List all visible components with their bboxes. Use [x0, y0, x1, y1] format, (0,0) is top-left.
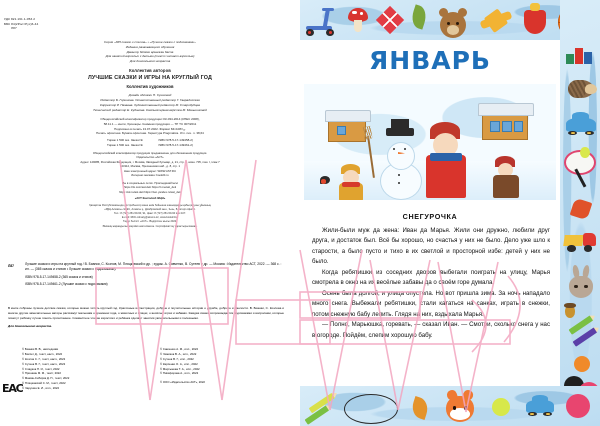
hut-window	[502, 121, 512, 132]
rope-icon	[344, 394, 398, 424]
cip-shelf-code: Л87	[8, 264, 14, 268]
print-run-text: Тираж 1 500 экз. Заказ №	[107, 138, 143, 143]
annotation-block	[8, 306, 284, 329]
tech-line: 58.11.1 — книги, брошюры. Книжная продукция — ТР ТС 007/2011	[103, 121, 197, 126]
tech-line: Общероссийский классификатор продукции ОК-034-2014 (КПЕС 2008),	[100, 116, 200, 121]
copyright-column-left	[22, 347, 146, 391]
copyright-item: © Никифорова А., илл., 2022	[160, 371, 199, 376]
publisher-address: Адрес: 129085, Российская Федерация, г. Москва, Звёздный бульвар, д. 21, стр. 1, комн. 705, пом. I, этаж 7	[80, 159, 220, 164]
kazakh-line: Дамыту білімге арналған баспа	[126, 49, 174, 54]
toy-border-right	[560, 0, 600, 426]
kaz-line: Өнімнің жарамдылық мерзімі шектелмеген. Сертификаттау қарастырылмаған.	[102, 224, 198, 228]
shelf-code: Л87	[11, 26, 17, 31]
tennis-racket-icon	[564, 150, 592, 184]
tech-line: Подписано в печать 13.07.2022. Формат 84×108¹/₁₆.	[114, 126, 186, 131]
child-girl-red	[422, 122, 470, 198]
udk-line: УДК 821.161.1-053.2	[4, 17, 36, 21]
ball-icon	[574, 356, 590, 372]
credit-line: Дизайн обложки Н. Сушковой	[128, 92, 172, 97]
toy-car-icon	[526, 400, 554, 413]
spinning-top-icon	[524, 10, 546, 34]
hut-roof	[478, 103, 535, 116]
brand-line: «АСТ Книголюб ЖЦН»	[134, 196, 166, 201]
eac-conformity-mark: ЕАС	[2, 382, 23, 395]
copyright-publisher-note: © ООО «Издательство АСТ», 2022	[160, 380, 205, 385]
copyright-item: © Чарушин Е. И., илл., 2022	[22, 386, 60, 391]
hut-window	[337, 126, 346, 135]
copyright-columns	[22, 347, 284, 391]
copyright-item: © Сладков Н. И., текст, 2022	[22, 366, 60, 371]
copyright-item: © Мартынова Т. А., илл., 2022	[160, 366, 200, 371]
hut-window	[514, 121, 523, 132]
print-run-row	[14, 143, 286, 148]
cip-isbn-1: ISBN 978-5-17-149458-2 (365 сказок и стихов)	[25, 274, 93, 279]
story-paragraph: Осень была долгой, и улица опустела. Но вот пришла зима. За ночь нападало много снега. Выбежали ребятишки, стали кататься на санках, играть в снежки, потом снежную бабу лепить. Глядя на них, вздыхала Марья.	[312, 289, 550, 318]
kaz-line: Тел.: 8 (727) 251-59-90, 91, факс: 8 (727) 251-59-90 ішкі 107.	[113, 212, 187, 216]
building-blocks-icon	[566, 48, 596, 64]
bullfinch-bird	[320, 176, 330, 184]
kazakh-distributor-block	[14, 204, 286, 229]
blue-scarf	[430, 153, 462, 161]
publisher-block	[14, 151, 286, 178]
acorn-icon	[565, 306, 575, 318]
story-paragraph: Когда ребятишки из соседних дворов выбегали поиграть на улицу, Марья смотрела в окно на их весёлые забавы да о своём горе думала.	[312, 268, 550, 287]
ball-icon	[566, 394, 590, 418]
snowman-hat-crown	[391, 119, 409, 130]
publisher-line: Интернет-магазин: book24.ru	[131, 173, 169, 178]
toy-car-icon	[566, 118, 596, 132]
red-scarf	[342, 182, 360, 187]
hut-roof	[325, 110, 372, 122]
annotation-age-note: Для дошкольного возраста.	[8, 323, 52, 328]
wooden-hut-left	[328, 118, 366, 142]
print-run-text: Тираж 1 500 экз. Заказ №	[107, 143, 143, 148]
copyright-item: © Карпенко О. А., илл., 2022	[160, 361, 198, 366]
age-line: Для дошкольного возраста	[129, 59, 171, 64]
book-title: ЛУЧШИЕ СКАЗКИ И ИГРЫ НА КРУГЛЫЙ ГОД	[87, 74, 213, 81]
publisher-line: Наш электронный адрес: WWW.AST.RU	[124, 168, 176, 173]
month-heading: ЯНВАРЬ	[369, 46, 491, 75]
snowman-middle-ball	[387, 142, 415, 170]
child-small-right	[492, 156, 520, 198]
credit-line: Технический редактор Е. Кудинова. Компьютерная вёрстка М. Меньшиковой	[93, 107, 207, 112]
copyright-item: © Козлов С. Г., текст, насл., 2022	[22, 356, 66, 361]
bunny-icon	[569, 276, 593, 298]
technical-block	[14, 117, 286, 137]
audience-line: Для занятий взрослых с детьми (текст читают взрослые)	[105, 54, 195, 59]
copyright-item: © Чижиков В. А., илл., 2022	[160, 351, 197, 356]
story-paragraph: — Полно, Марьюшка, горевать, — сказал Иван. — Смотри, сколько снега у нас в огороде. Пойдём, слепим хорошую бабу.	[312, 321, 550, 339]
right-story-page	[300, 0, 600, 426]
dump-truck-icon	[564, 232, 596, 250]
wooden-hut-right	[482, 112, 528, 140]
copyright-item: © Сутеев В. Г., илл., 2022	[160, 356, 194, 361]
credits-list	[14, 93, 286, 113]
kaz-line: Қазақстан Республикасында дистрибьютор және өнім бойынша шағымдарды қабылдаушы ұйымның	[89, 203, 211, 207]
kaz-line: E-mail: RDC-Almaty@eksmo.kz, www.book24.kz	[121, 216, 179, 220]
kaz-line: «РДЦ-Алматы» ЖШС, Алматы қ., Домбровский көш., 3«а», Б литері офис 1.	[104, 207, 196, 211]
imprint-center-block	[14, 40, 286, 229]
hut-window	[490, 121, 500, 132]
copyright-item: © Биссет Д., текст, насл., 2022	[22, 351, 63, 356]
copyright-item: © Сутеев В. Г., текст, насл., 2022	[22, 361, 66, 366]
udk-bbk-block	[4, 17, 38, 31]
social-invite: Мы в социальных сетях. Присоединяйтесь!	[121, 180, 179, 185]
child-coat	[493, 175, 519, 198]
series-line: Серия «365 сказок и стихов» • «Лучшие сказки с подсказками»	[104, 40, 196, 44]
annotation-text: В книге собраны лучшие детские сказки, которые можно читать круглый год. Красочные иллюстрации, добрые и поучительные истории о дружбе, доброте и смелости. В. Бианки, С. Козлова и многие другие замечательные авторы расскажут малышам о временах года, о животных и птицах, о весёлых играх и забавах. Каждая сказка сопровождается подсказками и вопросами, которые помогут ребёнку лучше понять прочитанное. Совместное чтение взрослого и ребёнка сделает занятия увлекательными и полезными.	[8, 306, 284, 320]
print-run-isbn: ISBN 978-5-17-149458-2)	[158, 138, 193, 143]
credit-line: Корректор Р. Назаева. Художественный редактор М. Стародубцев	[100, 102, 200, 107]
ball-icon	[492, 398, 510, 416]
winter-snowman-children-illustration	[304, 84, 556, 200]
publisher-line: Общероссийский классификатор продукции предназначен для обозначения продукции.	[92, 151, 208, 155]
scooter-icon	[306, 8, 336, 36]
bbk-line: ББК 84(2Рос=Рус)6-44	[4, 21, 39, 26]
copyright-item: © Пляцковский С. М., текст, 2022	[22, 381, 66, 386]
publisher-line: 123112, Москва, Пресненская наб., д. 8, стр. 1	[119, 164, 181, 169]
authors-label: Коллектив авторов	[129, 67, 171, 73]
development-line: Издание развивающего обучения	[125, 44, 175, 49]
bear-icon	[440, 12, 466, 38]
child-small-left	[338, 164, 364, 200]
cip-isbn-2: ISBN 978-5-17-149461-2 (Лучшие сказки с подсказками)	[25, 281, 108, 286]
hedgehog-icon	[568, 80, 594, 98]
credit-line: Редактор Б. Горшкова. Ответственный редактор Г. Гаврадосская	[100, 97, 200, 102]
cip-record	[8, 262, 284, 287]
copyright-column-right	[160, 347, 284, 391]
copyright-item: © Савченко А. М., илл., 2022	[160, 347, 199, 351]
copyright-item: © Пришвин М. М., текст, 2022	[22, 371, 61, 376]
artists-label: Коллектив художников	[126, 83, 174, 89]
mushroom-icon	[348, 8, 368, 32]
story-paragraph: Жили-были муж да жена: Иван да Марья. Жили они дружно, любили друг друга, и достаток был. Всё бы хорошо, но счастья у них не было. Дело уже шло к старости, а было пусто и тихо в их светлой и просторной избе: детей у них не было.	[312, 227, 550, 266]
child-coat	[426, 155, 466, 198]
social-links[interactable]: https://ok.ru/ast.deti https://zen.yandex.ru/ast_deti	[119, 189, 181, 194]
fox-icon	[446, 396, 474, 422]
cip-description: Лучшие сказки и игры на круглый год / В. Бианки, С. Козлов, М. Пляцковский и др. ; худож. А. Савченко, В. Сутеев и др. — Москва : Издательство АСТ, 2022. — 368 с. : ил. — (365 сказок и стихов • Лучшие сказки с подсказками).	[25, 262, 282, 272]
print-run-isbn: ISBN 978-5-17-149461-2)	[158, 143, 193, 148]
social-block	[14, 181, 286, 201]
print-run-block	[14, 138, 286, 148]
tech-line: Печать офсетная. Бумага офсетная. Гарнитура Pragmatica. Усл. печ. л. 38,64	[96, 131, 204, 136]
copyright-item: © Бианки В. В., наследники	[22, 347, 59, 351]
snowman	[378, 128, 422, 198]
kaz-line: Тауар белгісі: «АСТ». Өндірілген жылы 2022.	[123, 220, 177, 224]
story-title: СНЕГУРОЧКА	[402, 212, 458, 221]
toy-border-top	[300, 0, 600, 40]
story-content-area	[300, 40, 560, 386]
social-links[interactable]: https://vk.com/ast.deti https://t.me/ast_deti	[123, 185, 177, 190]
story-body	[312, 226, 550, 341]
copyright-item: © Мамин-Сибиряк Д. Н., текст, 2022	[22, 376, 70, 381]
publisher-line: Издательство «АСТ»	[136, 155, 164, 160]
toy-border-bottom	[300, 386, 600, 426]
